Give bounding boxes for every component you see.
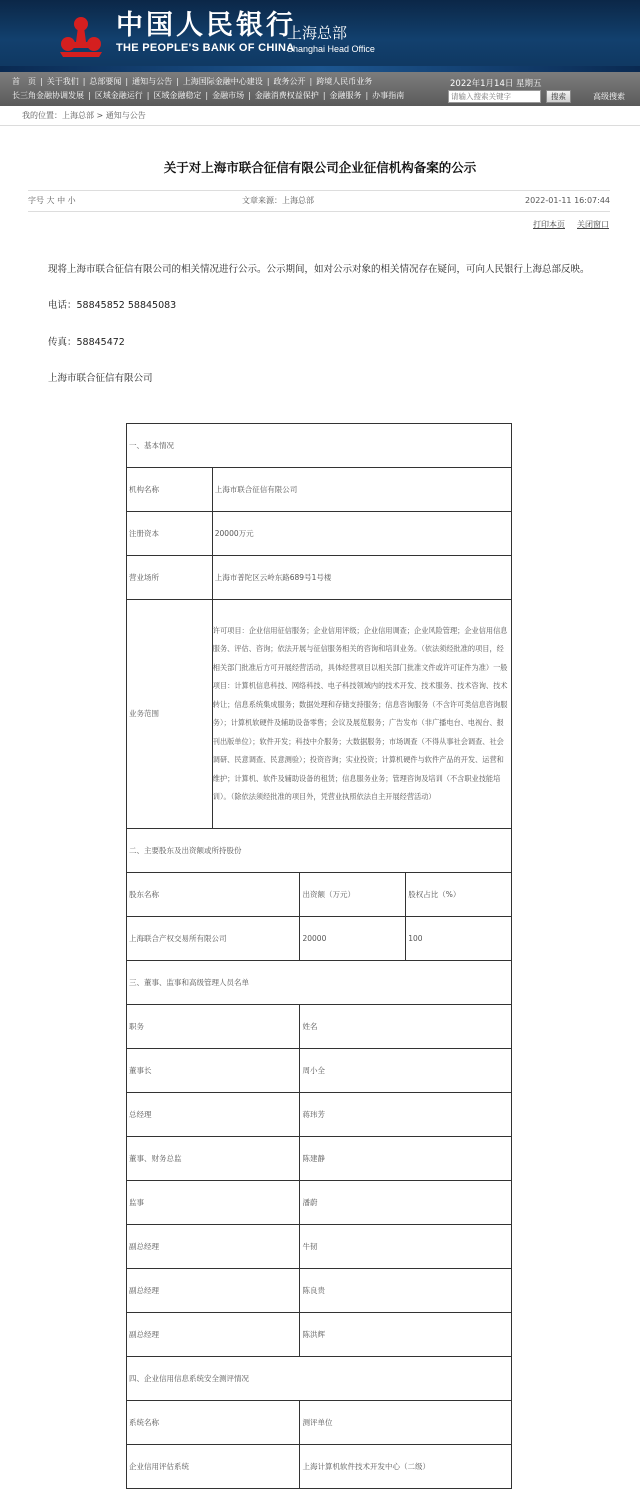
nav-separator: |: [309, 77, 313, 86]
intro-paragraph: 现将上海市联合征信有限公司的相关情况进行公示。公示期间，如对公示对象的相关情况存在疑问，可向人民银行上海总部反映。: [48, 264, 590, 275]
branch-name-cn: 上海总部: [287, 24, 348, 42]
table-cell: 上海联合产权交易所有限公司: [127, 917, 300, 961]
table-header: 姓名: [300, 1005, 512, 1049]
table-cell: 牛韧: [300, 1225, 512, 1269]
nav-regional-operation[interactable]: 区域金融运行: [94, 91, 143, 100]
section-basic-info: 一、基本情况: [127, 424, 512, 468]
table-value: 上海市联合征信有限公司: [212, 468, 511, 512]
site-banner: [0, 0, 640, 72]
print-link[interactable]: 打印本页: [533, 220, 565, 229]
nav-consumer-protection[interactable]: 金融消费权益保护: [254, 91, 319, 100]
table-cell: 20000: [300, 917, 406, 961]
nav-news[interactable]: 总部要闻: [89, 77, 122, 86]
business-scope: 许可项目：企业信用征信服务；企业信用评级；企业信用调查；企业风险管理；企业信用信息服务、评估、咨询；依法开展与征信服务相关的咨询和培训业务。（依法须经批准的项目，经相关部门批准后方可开展经营活动，具体经营项目以相关部门批准文件或许可证件为准）一般项目：计算机信息科技、网络科技、电子科技领域内的技术开发、技术服务、技术咨询、技术转让；信息系统集成服务；数据处理和存储支持服务；信息咨询服务（不含许可类信息咨询服务）；计算机软硬件及辅助设备零售；会议及展览服务；广告发布（非广播电台、电视台、报刊出版单位）；软件开发；科技中介服务；大数据服务；市场调查（不得从事社会调查、社会调研、民意调查、民意测验）；投资咨询；实业投资；计算机硬件与软件产品的开发、运营和维护；计算机、软件及辅助设备的租赁；信息服务业务；管理咨询及培训（不含职业技能培训）。（除依法须经批准的项目外，凭营业执照依法自主开展经营活动）: [212, 600, 511, 829]
table-value: 20000万元: [212, 512, 511, 556]
nav-separator: |: [248, 91, 251, 100]
bank-name-en: THE PEOPLE'S BANK OF CHINA: [116, 42, 295, 54]
table-row: [127, 1093, 512, 1137]
advanced-search-link[interactable]: 高级搜索: [593, 92, 625, 101]
table-label: 营业场所: [127, 556, 213, 600]
table-header: 系统名称: [127, 1401, 300, 1445]
nav-separator: |: [88, 91, 91, 100]
table-cell: 董事、财务总监: [127, 1137, 300, 1181]
search-input[interactable]: 请输入搜索关键字: [448, 90, 541, 103]
table-value: 上海市普陀区云岭东路689号1号楼: [212, 556, 511, 600]
table-cell: 总经理: [127, 1093, 300, 1137]
table-row: [127, 1181, 512, 1225]
nav-notices[interactable]: 通知与公告: [132, 77, 173, 86]
table-cell: 副总经理: [127, 1313, 300, 1357]
nav-separator: |: [125, 77, 129, 86]
nav-regional-stability[interactable]: 区域金融稳定: [153, 91, 202, 100]
font-size-selector[interactable]: 字号 大 中 小: [28, 196, 76, 205]
nav-separator: |: [40, 77, 43, 86]
disclosure-table: [126, 423, 512, 1489]
table-cell: 陈良贵: [300, 1269, 512, 1313]
table-cell: 蒋玮芳: [300, 1093, 512, 1137]
table-cell: 潘蔚: [300, 1181, 512, 1225]
table-label: 机构名称: [127, 468, 213, 512]
table-label: 业务范围: [127, 600, 213, 829]
table-cell: 董事长: [127, 1049, 300, 1093]
bank-name-cn: 中国人民银行: [116, 10, 296, 41]
table-header: 测评单位: [300, 1401, 512, 1445]
section-security-assessment: 四、企业信用信息系统安全测评情况: [127, 1357, 512, 1401]
nav-finance-center[interactable]: 上海国际金融中心建设: [182, 77, 263, 86]
table-header: 职务: [127, 1005, 300, 1049]
page-title: 关于对上海市联合征信有限公司企业征信机构备案的公示: [163, 160, 477, 175]
table-header: 股权占比（%）: [406, 873, 512, 917]
close-window-link[interactable]: 关闭窗口: [577, 220, 609, 229]
nav-yrd[interactable]: 长三角金融协调发展: [12, 91, 84, 100]
nav-separator: |: [82, 77, 86, 86]
fax-line: 传真：58845472: [48, 337, 125, 348]
table-cell: 副总经理: [127, 1269, 300, 1313]
section-shareholders: 二、主要股东及出资额或所持股份: [127, 829, 512, 873]
table-cell: 上海计算机软件技术开发中心（二级）: [300, 1445, 512, 1489]
nav-separator: |: [322, 91, 326, 100]
table-label: 注册资本: [127, 512, 213, 556]
nav-separator: |: [365, 91, 369, 100]
table-row: [127, 1137, 512, 1181]
phone-line: 电话：58845852 58845083: [48, 300, 177, 311]
table-cell: 陈洪辉: [300, 1313, 512, 1357]
nav-row-2: [12, 90, 404, 102]
table-cell: 企业信用评估系统: [127, 1445, 300, 1489]
nav-gov-affairs[interactable]: 政务公开: [273, 77, 306, 86]
table-cell: 陈建静: [300, 1137, 512, 1181]
nav-separator: |: [266, 77, 270, 86]
article-source: 文章来源：上海总部: [242, 196, 314, 205]
table-row: [127, 1313, 512, 1357]
branch-name-en: Shanghai Head Office: [287, 44, 375, 54]
company-name: 上海市联合征信有限公司: [48, 373, 153, 384]
nav-separator: |: [146, 91, 150, 100]
section-management: 三、董事、监事和高级管理人员名单: [127, 961, 512, 1005]
table-cell: 监事: [127, 1181, 300, 1225]
main-nav: [0, 72, 640, 106]
nav-row-1: [12, 76, 372, 88]
article-date: 2022-01-11 16:07:44: [525, 196, 610, 205]
pboc-logo-icon[interactable]: [56, 12, 106, 58]
table-header: 股东名称: [127, 873, 300, 917]
table-row: [127, 1049, 512, 1093]
current-date: 2022年1月14日 星期五: [450, 79, 542, 89]
table-header: 出资额（万元）: [300, 873, 406, 917]
nav-financial-services[interactable]: 金融服务: [329, 91, 362, 100]
nav-markets[interactable]: 金融市场: [212, 91, 245, 100]
nav-cross-border-rmb[interactable]: 跨境人民币业务: [316, 77, 373, 86]
nav-about[interactable]: 关于我们: [46, 77, 79, 86]
nav-separator: |: [205, 91, 209, 100]
nav-separator: |: [176, 77, 179, 86]
search-button[interactable]: 搜索: [546, 90, 571, 103]
article-meta: [28, 190, 610, 212]
table-row: [127, 1225, 512, 1269]
nav-guide[interactable]: 办事指南: [372, 91, 405, 100]
nav-home[interactable]: 首 页: [12, 77, 36, 86]
table-row: [127, 1269, 512, 1313]
table-cell: 周小全: [300, 1049, 512, 1093]
table-cell: 100: [406, 917, 512, 961]
breadcrumb: 我的位置：上海总部 > 通知与公告: [0, 106, 640, 126]
table-cell: 副总经理: [127, 1225, 300, 1269]
